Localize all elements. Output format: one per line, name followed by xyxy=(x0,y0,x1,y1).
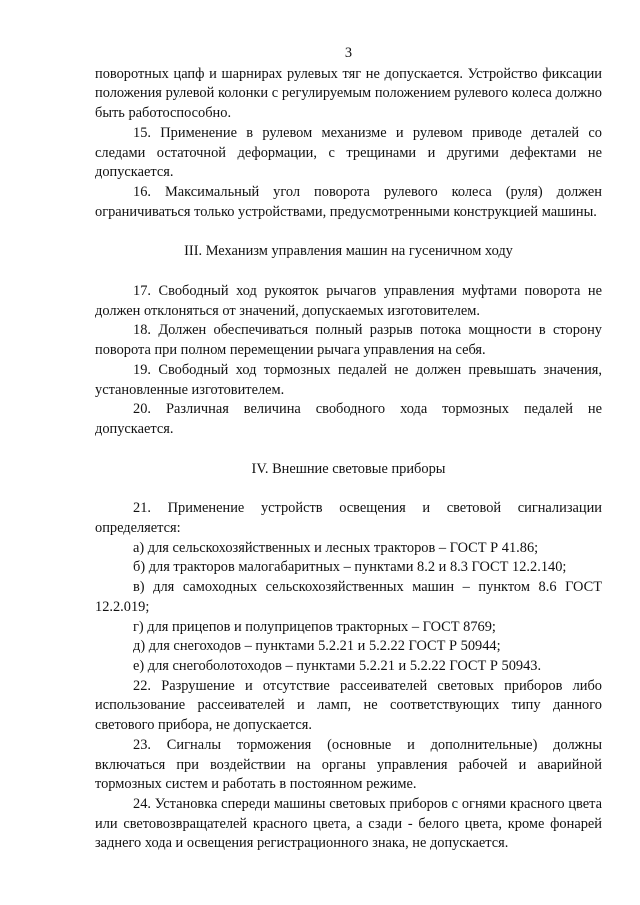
list-item-d: д) для снегоходов – пунктами 5.2.21 и 5.2.22 ГОСТ Р 50944; xyxy=(133,638,501,655)
list-item-g: г) для прицепов и полуприцепов тракторных – ГОСТ 8769; xyxy=(133,618,496,635)
paragraph-continuation: поворотных цапф и шарнирах рулевых тяг не допускается. Устройство фиксации положения рулевой колонки с регулируемым положением рулевого колеса должно быть работоспособно. xyxy=(95,65,602,122)
paragraph-21: 21. Применение устройств освещения и световой сигнализации определяется: xyxy=(95,500,602,537)
list-item-a: а) для сельскохозяйственных и лесных тракторов – ГОСТ Р 41.86; xyxy=(133,539,539,556)
paragraph-18: 18. Должен обеспечиваться полный разрыв потока мощности в сторону поворота при полном перемещении рычага управления на себя. xyxy=(95,322,602,359)
page-number: 3 xyxy=(344,45,353,61)
section-heading-4: IV. Внешние световые приборы xyxy=(251,460,446,477)
paragraph-24: 24. Установка спереди машины световых приборов с огнями красного цвета или световозвращателей красного цвета, а сзади - белого цвета, кроме фонарей заднего хода и освещения регистрационного знака, не допускается. xyxy=(95,795,602,852)
paragraph-15: 15. Применение в рулевом механизме и рулевом приводе деталей со следами остаточной деформации, с трещинами и другими дефектами не допускается. xyxy=(95,124,602,181)
paragraph-16: 16. Максимальный угол поворота рулевого колеса (руля) должен ограничиваться только устройствами, предусмотренными конструкцией машины. xyxy=(95,183,602,220)
paragraph-23: 23. Сигналы торможения (основные и дополнительные) должны включаться при воздействии на органы управления рабочей и аварийной тормозных систем и работать в постоянном режиме. xyxy=(95,736,602,793)
list-item-b: б) для тракторов малогабаритных – пунктами 8.2 и 8.3 ГОСТ 12.2.140; xyxy=(133,559,567,576)
list-item-e: е) для снегоболотоходов – пунктами 5.2.21 и 5.2.22 ГОСТ Р 50943. xyxy=(133,657,542,674)
paragraph-22: 22. Разрушение и отсутствие рассеивателей световых приборов либо использование рассеивателей и ламп, не соответствующих типу данного светового прибора, не допускается. xyxy=(95,677,602,734)
paragraph-17: 17. Свободный ход рукояток рычагов управления муфтами поворота не должен отклоняться от значений, допускаемых изготовителем. xyxy=(95,283,602,319)
list-item-v: в) для самоходных сельскохозяйственных машин – пунктом 8.6 ГОСТ 12.2.019; xyxy=(95,579,602,615)
section-heading-3: III. Механизм управления машин на гусеничном ходу xyxy=(184,243,513,260)
paragraph-19: 19. Свободный ход тормозных педалей не должен превышать значения, установленные изготовителем. xyxy=(95,361,602,398)
paragraph-20: 20. Различная величина свободного хода тормозных педалей не допускается. xyxy=(95,401,602,437)
